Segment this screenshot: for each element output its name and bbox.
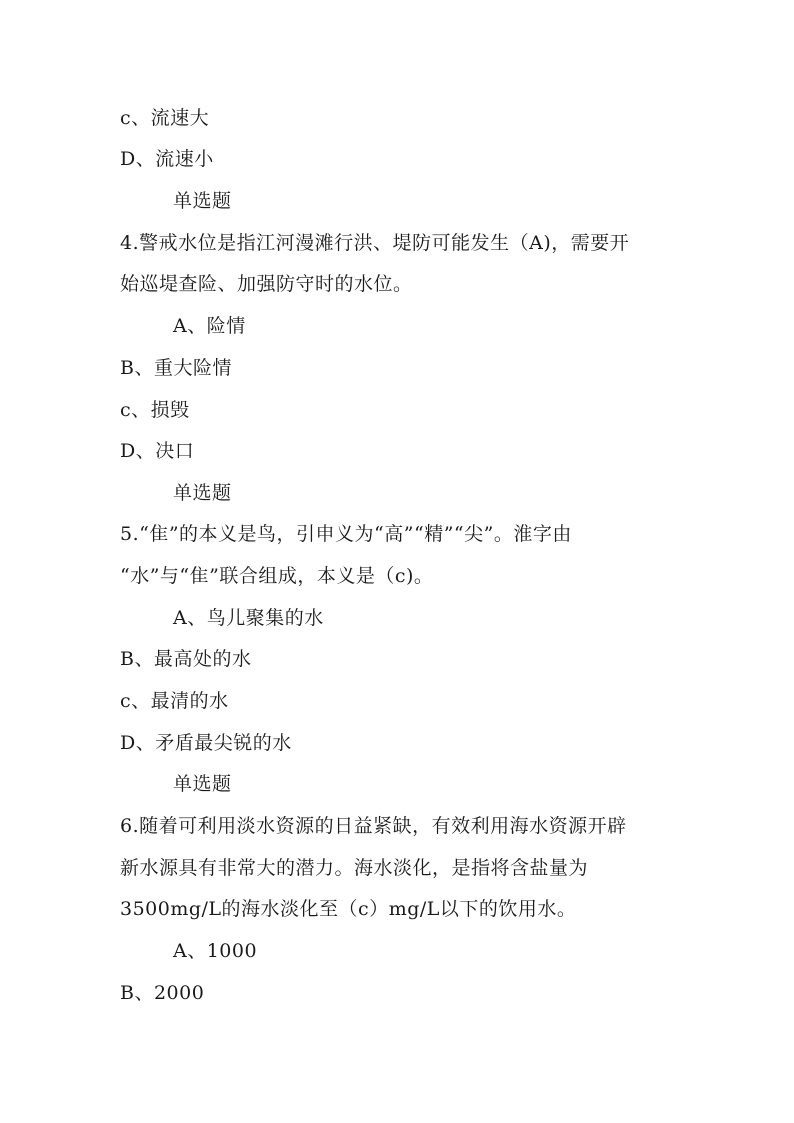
q5-type-label: 单选题	[173, 482, 232, 504]
q5-option-d: D、矛盾最尖锐的水	[120, 732, 292, 754]
q5-text-line-2: “水”与“隹”联合组成，本义是（c)。	[120, 565, 434, 587]
q4-option-b: B、重大险情	[120, 357, 232, 379]
q4-option-a: A、险情	[173, 315, 246, 337]
q4-option-d: D、决口	[120, 440, 195, 462]
q4-text-line-2: 始巡堤查险、加强防守时的水位。	[120, 273, 413, 295]
q5-option-c: c、最清的水	[120, 690, 229, 712]
q6-text-line-3: 3500mg/L的海水淡化至（c）mg/L以下的饮用水。	[120, 898, 577, 920]
q6-type-label: 单选题	[173, 773, 232, 795]
q5-option-a: A、鸟儿聚集的水	[173, 607, 324, 629]
q3-option-d: D、流速小	[120, 148, 214, 170]
q6-option-b: B、2000	[120, 982, 205, 1004]
q6-text-line-1: 6.随着可利用淡水资源的日益紧缺，有效利用海水资源开辟	[120, 815, 627, 837]
q6-option-a: A、1000	[173, 940, 258, 962]
q3-option-c: c、流速大	[120, 107, 210, 129]
q5-text-line-1: 5.“隹”的本义是鸟，引申义为“高”“精”“尖”。淮字由	[120, 523, 572, 545]
q6-text-line-2: 新水源具有非常大的潜力。海水淡化，是指将含盐量为	[120, 857, 589, 879]
q4-text-line-1: 4.警戒水位是指江河漫滩行洪、堤防可能发生（A)，需要开	[120, 232, 630, 254]
q4-option-c: c、损毁	[120, 399, 190, 421]
q4-type-label: 单选题	[173, 190, 232, 212]
q5-option-b: B、最高处的水	[120, 648, 252, 670]
